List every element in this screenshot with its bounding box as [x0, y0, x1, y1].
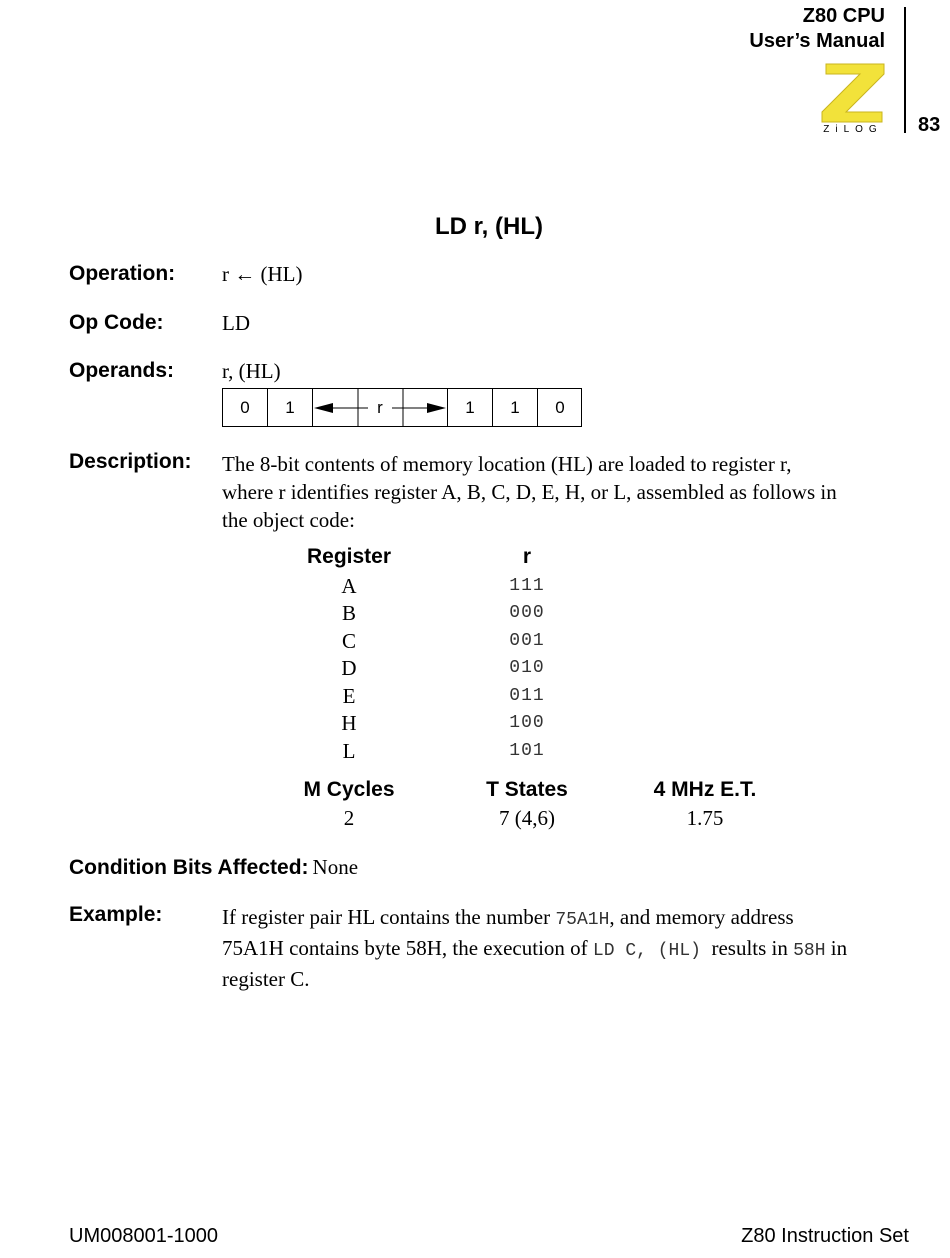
register-name: L: [342, 739, 356, 763]
example-text-part: , and memory address: [609, 905, 794, 929]
description-line: The 8-bit contents of memory location (HL) are loaded to register r,: [222, 452, 792, 476]
register-code: 100: [509, 713, 545, 733]
header-product: Z80 CPU: [802, 5, 885, 27]
description-text: [222, 450, 922, 534]
description-line: the object code:: [222, 508, 355, 532]
bit-2: 1: [465, 398, 475, 417]
document-number: UM008001-1000: [69, 1225, 218, 1247]
opcode-bit-field: [222, 388, 582, 427]
register-code: 111: [509, 576, 545, 596]
bit-7: 0: [240, 398, 250, 417]
t-states-header: T States: [486, 778, 568, 801]
example-line: [222, 934, 847, 965]
example-line: [222, 903, 847, 934]
logo-wordmark: ZiLOG: [823, 124, 883, 134]
register-code: 010: [509, 658, 545, 678]
register-name: A: [341, 574, 357, 598]
instruction-title: LD r, (HL): [435, 213, 543, 240]
operation-value: r ← (HL): [222, 262, 303, 286]
operands-value: r, (HL): [222, 359, 281, 383]
m-cycles-header: M Cycles: [303, 778, 395, 801]
condition-bits-label: Condition Bits Affected:: [69, 856, 309, 879]
example-text-part: in: [825, 936, 848, 960]
example-text-part: results in: [700, 936, 794, 960]
m-cycles-value: 2: [343, 806, 355, 830]
page-number: 83: [918, 114, 941, 136]
opcode-label: Op Code:: [69, 311, 164, 334]
register-name: C: [341, 629, 356, 653]
register-code: 000: [509, 603, 545, 623]
opcode-value: LD: [222, 311, 250, 335]
section-title: Z80 Instruction Set: [741, 1225, 909, 1247]
description-label: Description:: [69, 450, 192, 473]
register-name: H: [341, 711, 357, 735]
register-name: B: [341, 601, 356, 625]
register-field: r: [368, 389, 392, 426]
bit-0: 0: [555, 398, 565, 417]
example-line: register C.: [222, 967, 310, 991]
operands-label: Operands:: [69, 359, 175, 382]
zilog-logo: [818, 60, 888, 134]
bit-6: 1: [285, 398, 295, 417]
example-text: [222, 903, 847, 993]
example-label: Example:: [69, 903, 163, 926]
t-states-value: 7 (4,6): [499, 806, 555, 830]
operation-label: Operation:: [69, 262, 176, 285]
example-code: LD C, (HL): [592, 941, 701, 961]
register-code: 001: [509, 631, 545, 651]
register-name: D: [341, 656, 357, 680]
execution-time-header: 4 MHz E.T.: [653, 778, 757, 801]
header-divider: [904, 7, 906, 133]
register-name: E: [342, 684, 356, 708]
header-manual-title: User’s Manual: [749, 30, 885, 52]
example-text-part: If register pair HL contains the number: [222, 905, 556, 929]
example-code: 75A1H: [555, 910, 610, 930]
bit-1: 1: [510, 398, 520, 417]
register-code: 101: [509, 741, 545, 761]
execution-time-value: 1.75: [686, 806, 724, 830]
register-code: 011: [509, 686, 545, 706]
register-column-header: Register: [306, 545, 392, 568]
zilog-logo-icon: [818, 60, 888, 134]
condition-bits: [69, 855, 358, 880]
condition-bits-value: None: [312, 855, 359, 879]
description-line: where r identifies register A, B, C, D, E, H, or L, assembled as follows in: [222, 480, 837, 504]
example-text-part: 75A1H contains byte 58H, the execution of: [222, 936, 593, 960]
r-column-header: r: [522, 545, 532, 568]
example-code: 58H: [793, 941, 826, 961]
